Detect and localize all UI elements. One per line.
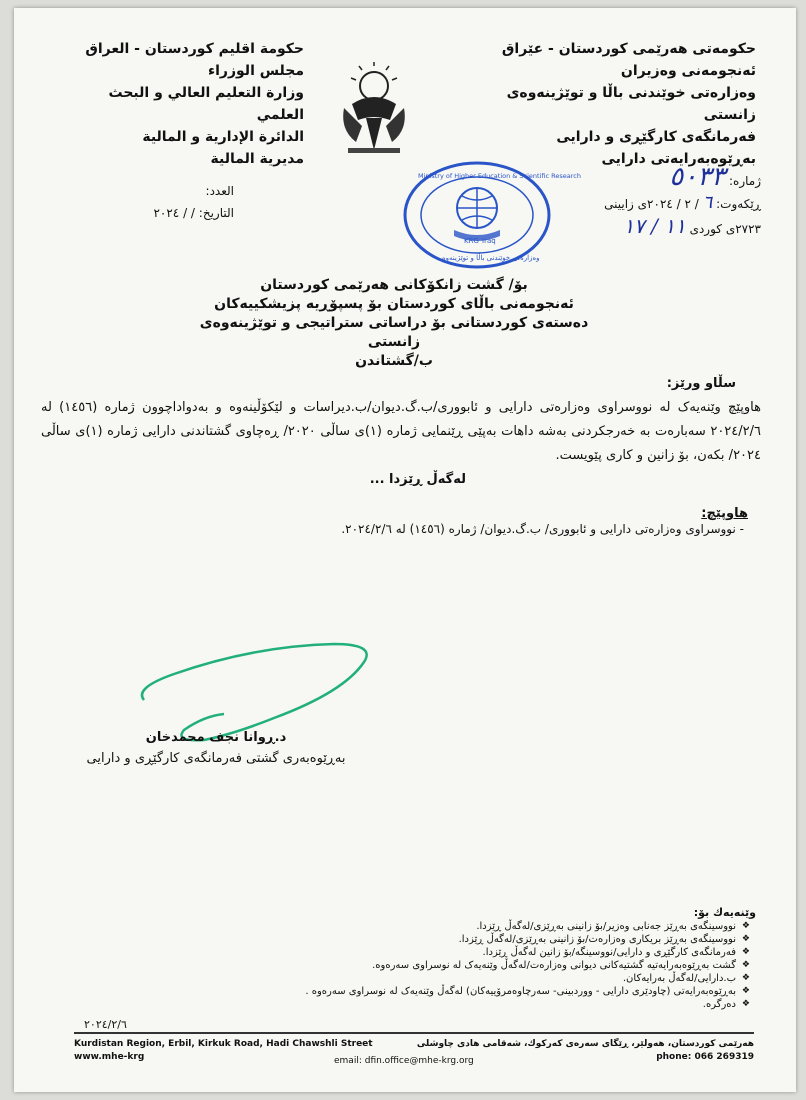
addressee-line: دەستەی كوردستانی بۆ دراساتی ستراتیجی و توێژینەوەی زانستی — [199, 315, 589, 350]
ar-date-value: / / ٢٠٢٤ — [153, 206, 195, 220]
cc-list — [280, 920, 750, 1011]
header-ar-line: مجلس الوزراء — [207, 63, 304, 79]
header-kurdish — [456, 38, 756, 170]
footer-kurdish — [417, 1038, 754, 1064]
cc-item: ❖ ب.دارایی/لەگەڵ بەرایەكان. — [280, 972, 750, 985]
addressee-line: ب/گشتاندن — [355, 353, 433, 369]
header-ar-line: مديرية المالية — [210, 151, 304, 167]
email-label: email: — [334, 1056, 362, 1066]
header-ku-line: حكومەتی هەرێمی كوردستان - عێراق — [501, 41, 756, 57]
header-ku-line: ئەنجومەنی وەزیران — [620, 63, 756, 79]
footer-address-en: Kurdistan Region, Erbil, Kirkuk Road, Hadi Chawshli Street — [74, 1039, 373, 1049]
ar-date-label: التاريخ: — [198, 206, 234, 220]
stamp-bottom-label: وەزارەتی خوێندنی باڵا و توێژینەوە — [442, 254, 540, 262]
regards: لەگەڵ ڕێزدا ... — [369, 472, 466, 487]
handwritten-number: ٥٠٣٣ — [669, 162, 726, 192]
phone-number: 066 269319 — [694, 1052, 754, 1062]
addressee-line: ئەنجومەنی باڵای كوردستان بۆ پسپۆڕیە پزیشكییەكان — [214, 296, 574, 312]
cc-item: ❖ نووسینگەی بەڕێز بریكاری وەزارەت/بۆ زانینی بەڕێزی/لەگەڵ ڕێزدا. — [280, 933, 750, 946]
ministry-stamp — [402, 160, 581, 270]
document-page — [14, 8, 796, 1092]
cc-heading: وێنەیەك بۆ: — [693, 906, 756, 919]
krg-emblem-logo — [332, 60, 416, 160]
header-ar-line: حكومة اقليم كوردستان - العراق — [85, 41, 304, 57]
cc-item: ❖ نووسینگەی بەڕێز جەنابی وەزیر/بۆ زانینی بەڕێزی/لەگەڵ ڕێزدا. — [280, 920, 750, 933]
attachment-heading: هاوپێچ: — [701, 506, 748, 521]
handwritten-day: ٦ — [702, 192, 713, 213]
header-ku-line: بەڕێوەبەرایەتی دارایی — [601, 151, 756, 167]
cc-item: ❖ فەرمانگەی كارگێڕی و دارایی/نووسینگە/بۆ زانین لەگەڵ ڕێزدا. — [280, 946, 750, 959]
header-ku-line: وەزارەتی خوێندنی باڵا و توێژینەوەی زانستی — [506, 85, 756, 123]
signatory-title: بەڕێوەبەری گشتی فەرمانگەی كارگێڕی و دارایی — [86, 751, 346, 766]
header-ku-line: فەرمانگەی كارگێڕی و دارایی — [556, 129, 756, 145]
handwritten-kurdish-date: ١١ / ١٧ — [623, 214, 686, 238]
footer-divider — [74, 1032, 754, 1034]
footer-website: www.mhe-krg — [74, 1052, 145, 1062]
footer-address-ku: هەرێمی كوردستان، هەولێر، ڕێگای سەرەی كەركوك، شەقامی هادی چاوشلی — [416, 1039, 754, 1049]
ar-number-label: العدد: — [205, 184, 234, 198]
date-kurdish: ٢٧٢٣ی كوردی — [689, 222, 761, 236]
stamp-top-label: Ministry of Higher Education & Scientific Research — [418, 172, 581, 180]
cc-item: ❖ دەرگرە. — [280, 998, 750, 1011]
email-address: dfin.office@mhe-krg.org — [364, 1056, 474, 1066]
stamp-iraq-label: Iraq — [482, 237, 496, 245]
date-gregorian: / ٢ / ٢٠٢٤ی زایینی — [604, 197, 699, 211]
cc-item: ❖ گشت بەڕێوەبەرایەتیە گشتیەكانی دیوانی وەزارەت/لەگەڵ وێنەیەک لە نوسراوی سەرەوە. — [280, 959, 750, 972]
footer-date: ٢٠٢٤/٢/٦ — [84, 1018, 127, 1031]
signatory-name: د.ڕوانا نجف محمدخان — [145, 730, 287, 745]
body-paragraph: هاوپێچ وێنەیەک لە نووسراوی وەزارەتی دارایی و ئابووری/ب.گ.دیوان/ب.دیراسات و لێكۆڵینەوە و بەدواداچوون ژمارە (١٤٥٦) لە ٢٠٢٤/٢/٦ سەبارەت بە خەرجكردنی بەشە داهات بەپێی ڕێنمایی ژمارە (١)ی ساڵی ٢٠٢٠/ ڕەچاوی گشتاندنی دارایی ژمارە (١)ی ساڵی ٢٠٢٤/ بكەن، بۆ زانین و كاری پێویست. — [41, 400, 762, 463]
date-label: ڕێكەوت: — [716, 197, 761, 211]
stamp-krg-label: KRG — [464, 237, 479, 245]
greeting: سڵاو ورێز: — [666, 376, 736, 391]
attachment-item: - نووسراوی وەزارەتی دارایی و ئابووری/ ب.گ.دیوان/ ژمارە (١٤٥٦) لە ٢٠٢٤/٢/٦. — [341, 522, 744, 536]
addressee-block — [174, 276, 614, 371]
header-ar-line: الدائرة الإدارية و المالية — [142, 129, 304, 145]
header-arabic — [64, 38, 304, 170]
phone-label: phone: — [656, 1052, 692, 1062]
header-ar-line: وزارة التعليم العالي و البحث العلمي — [108, 85, 304, 123]
footer-english — [74, 1038, 373, 1064]
signature-block — [76, 730, 356, 766]
reference-arabic — [74, 180, 234, 224]
number-label: ژمارە: — [728, 174, 761, 188]
cc-item: ❖ بەڕێوەبەرایەتی (چاودێری دارایی - ووردبینی- سەرچاوەمرۆییەكان) لەگەڵ وێنەیەک لە نوسراوی سەرەوە . — [280, 985, 750, 998]
addressee-line: بۆ/ گشت زانكۆكانی هەرێمی كوردستان — [260, 277, 528, 293]
